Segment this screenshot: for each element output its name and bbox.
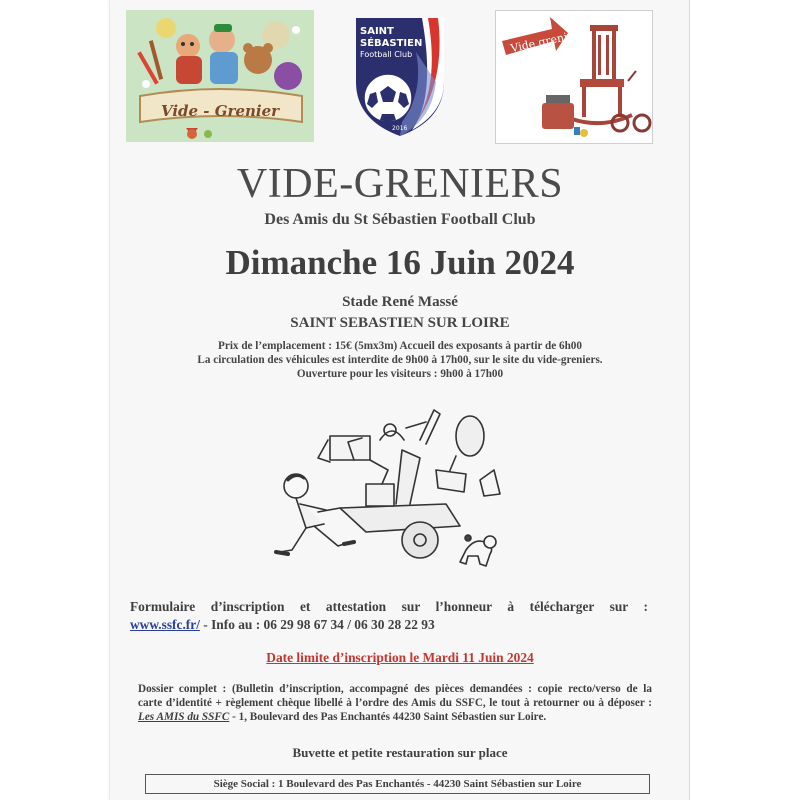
contact-line	[130, 617, 435, 633]
toys-drawing	[126, 10, 314, 142]
banner-text: Vide - Grenier	[160, 102, 280, 120]
registered-office-footer: Siège Social : 1 Boulevard des Pas Enchantés - 44230 Saint Sébastien sur Loire	[145, 774, 650, 794]
registration-deadline	[110, 650, 690, 666]
website-link[interactable]: www.ssfc.fr/	[130, 617, 200, 632]
organizer-subtitle: Des Amis du St Sébastien Football Club	[264, 211, 536, 228]
vide-grenier-toys-illustration	[126, 10, 314, 142]
event-city: SAINT SEBASTIEN SUR LOIRE	[290, 315, 510, 331]
logo-saint: SAINT	[360, 26, 394, 37]
dossier-address-line	[138, 711, 652, 723]
logo-year: 2016	[392, 125, 408, 132]
sign-text: Vide grenier	[509, 27, 581, 56]
pricing-info: Prix de l’emplacement : 15€ (5mx3m) Accueil des exposants à partir de 6h00	[218, 340, 582, 352]
scan-background-left	[0, 0, 110, 800]
club-logo	[352, 12, 448, 140]
refreshments-info: Buvette et petite restauration sur place	[292, 745, 508, 760]
logo-football-club: Football Club	[360, 50, 413, 59]
traffic-info: La circulation des véhicules est interdite de 9h00 à 17h00, sur le site du vide-greniers.	[197, 354, 603, 366]
logo-sebastien: SÉBASTIEN	[360, 38, 423, 49]
event-venue: Stade René Massé	[342, 294, 458, 310]
registration-form-text: Formulaire d’inscription et attestation sur l’honneur à télécharger sur :	[130, 599, 648, 614]
opening-hours-info: Ouverture pour les visiteurs : 9h00 à 17h00	[296, 368, 504, 380]
deadline-text: Date limite d’inscription le Mardi 11 Juin 2024	[266, 650, 534, 665]
dossier-line-1: Dossier complet : (Bulletin d’inscription, accompagné des pièces demandées : copie recto/verso de la	[138, 683, 652, 695]
event-date: Dimanche 16 Juin 2024	[225, 243, 575, 282]
page-edge	[689, 0, 690, 800]
vide-grenier-chair-illustration	[495, 10, 653, 144]
page-title: VIDE-GRENIERS	[236, 161, 564, 207]
scan-background-right	[690, 0, 800, 800]
dossier-address: - 1, Boulevard des Pas Enchantés 44230 Saint Sébastien sur Loire.	[229, 711, 547, 723]
amis-ssfc-label: Les AMIS du SSFC	[138, 711, 230, 723]
dossier-line-2: carte d’identité + règlement chèque libellé à l’ordre des Amis du SSFC, le tout à retourner ou à déposer :	[138, 697, 652, 709]
contact-phones: - Info au : 06 29 98 67 34 / 06 30 28 22 93	[199, 617, 435, 632]
wheelbarrow-cartoon-illustration	[270, 400, 520, 580]
man-with-wheelbarrow-drawing	[270, 400, 520, 580]
